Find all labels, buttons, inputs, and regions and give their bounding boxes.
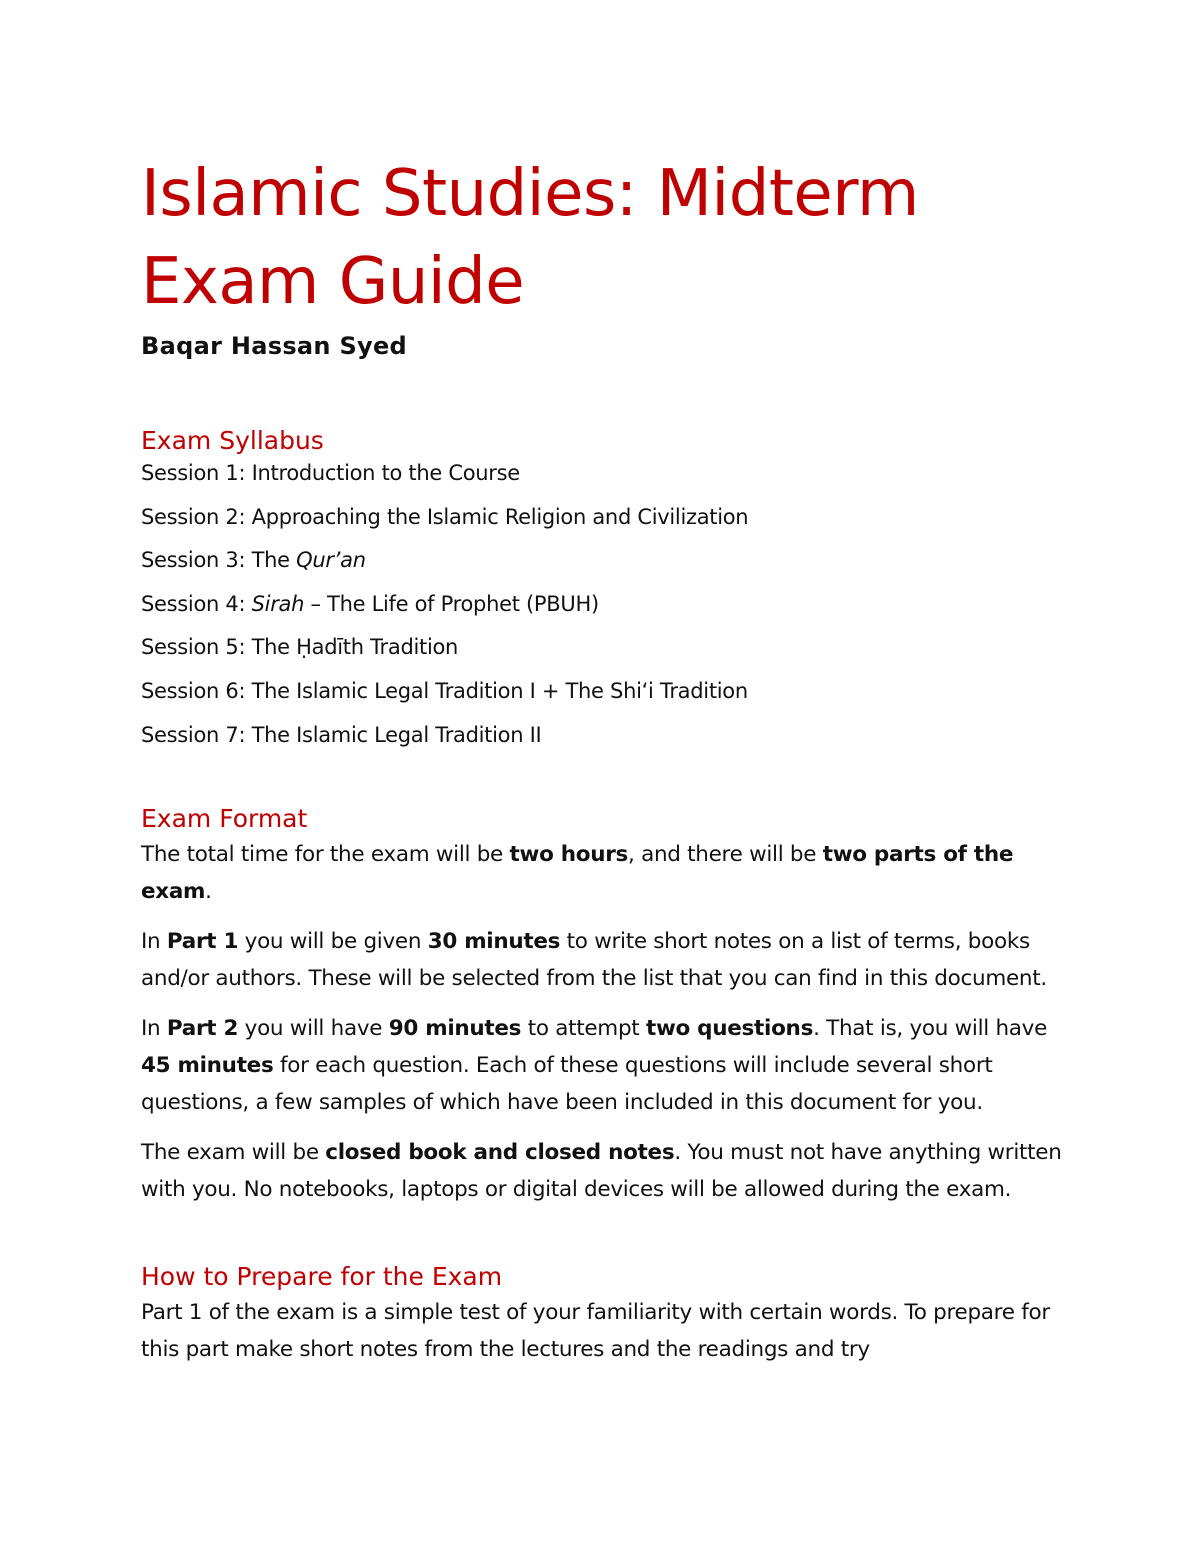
syllabus-heading: Exam Syllabus bbox=[141, 426, 324, 455]
syllabus-item-session-1 bbox=[141, 458, 1071, 488]
session-topic-italic: Sirah bbox=[251, 591, 305, 616]
syllabus-item-session-4 bbox=[141, 589, 1071, 619]
bold-text: two questions bbox=[645, 1015, 814, 1041]
session-label: Session 1: bbox=[141, 461, 252, 485]
text-run: The total time for the exam will be bbox=[141, 841, 510, 867]
prepare-paragraph-part-1: Part 1 of the exam is a simple test of your familiarity with certain words. To prepare for this part make short notes from the lectures and the readings and try bbox=[141, 1299, 1050, 1362]
bold-text: 90 minutes bbox=[388, 1015, 522, 1041]
text-run: In bbox=[141, 1015, 167, 1041]
text-run: In bbox=[141, 928, 167, 954]
session-topic: Approaching the Islamic Religion and Civilization bbox=[251, 504, 749, 529]
session-topic: The Islamic Legal Tradition I + The Shiʻi Tradition bbox=[251, 678, 748, 703]
session-label: Session 4: bbox=[141, 591, 252, 616]
format-paragraph-part-2 bbox=[141, 1010, 1071, 1121]
bold-text: Part 1 bbox=[166, 928, 239, 954]
bold-text: closed book and closed notes bbox=[325, 1139, 675, 1165]
session-label: Session 6: bbox=[141, 678, 252, 703]
document-author: Baqar Hassan Syed bbox=[141, 332, 408, 360]
format-paragraph-part-1 bbox=[141, 923, 1071, 997]
prepare-heading: How to Prepare for the Exam bbox=[141, 1261, 503, 1291]
session-topic-italic: Qur’an bbox=[296, 548, 366, 573]
session-label: Session 2: bbox=[141, 504, 252, 529]
format-paragraph-rules bbox=[141, 1134, 1071, 1208]
syllabus-item-session-3 bbox=[141, 545, 1071, 575]
format-paragraph-duration bbox=[141, 836, 1071, 910]
text-run: The exam will be bbox=[141, 1139, 326, 1165]
text-run: for each question. Each of these questions will include several short questions, a few samples of which have been included in this document for you. bbox=[141, 1052, 993, 1115]
document-page bbox=[141, 150, 1071, 1368]
syllabus-item-session-7 bbox=[141, 720, 1071, 750]
session-topic: The Ḥadīth Tradition bbox=[251, 635, 459, 660]
bold-text: two parts of the exam bbox=[141, 841, 1014, 904]
bold-text: Part 2 bbox=[166, 1015, 239, 1041]
bold-text: two hours bbox=[509, 841, 629, 867]
text-run: . You must not have anything written with you. No notebooks, laptops or digital devices will be allowed during the exam. bbox=[141, 1139, 1062, 1202]
format-heading: Exam Format bbox=[141, 803, 308, 833]
session-label: Session 5: bbox=[141, 635, 252, 660]
session-topic: – The Life of Prophet (PBUH) bbox=[304, 591, 599, 616]
text-run: to write short notes on a list of terms, books and/or authors. These will be selected from the list that you can find in this document. bbox=[141, 928, 1047, 991]
text-run: . bbox=[205, 878, 212, 904]
syllabus-item-session-2 bbox=[141, 502, 1071, 532]
text-run: you will be given bbox=[238, 928, 428, 954]
session-label: Session 3: bbox=[141, 548, 252, 573]
bold-text: 30 minutes bbox=[427, 928, 561, 954]
text-run: you will have bbox=[238, 1015, 389, 1041]
session-topic: The bbox=[251, 548, 297, 573]
text-run: . That is, you will have bbox=[813, 1015, 1048, 1041]
session-topic: Introduction to the Course bbox=[251, 461, 520, 485]
syllabus-item-session-6 bbox=[141, 676, 1071, 706]
syllabus-item-session-5 bbox=[141, 632, 1071, 662]
session-label: Session 7: bbox=[141, 722, 252, 747]
bold-text: 45 minutes bbox=[141, 1052, 274, 1078]
text-run: to attempt bbox=[521, 1015, 646, 1041]
text-run: , and there will be bbox=[628, 841, 823, 867]
document-title: Islamic Studies: Midterm Exam Guide bbox=[141, 157, 919, 319]
session-topic: The Islamic Legal Tradition II bbox=[251, 722, 542, 747]
